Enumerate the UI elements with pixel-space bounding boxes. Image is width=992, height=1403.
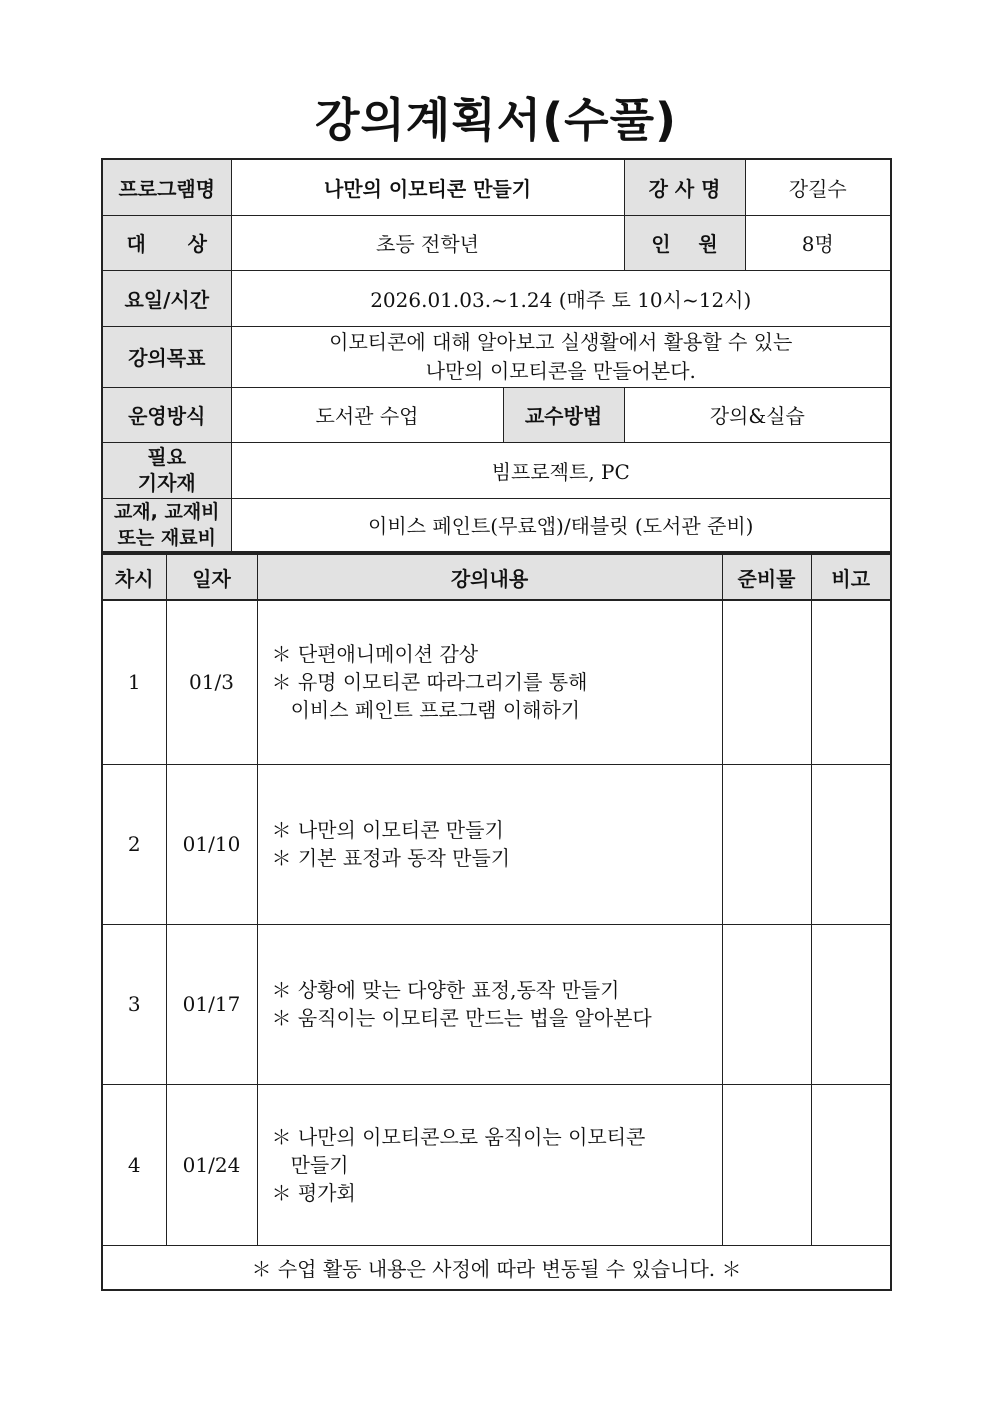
target-label: 대 상 — [102, 215, 231, 270]
content-line: 만들기 — [271, 1152, 349, 1177]
table-row — [102, 600, 891, 764]
table-row — [102, 764, 891, 924]
col-prep: 준비물 — [722, 554, 811, 600]
session-no: 4 — [102, 1084, 166, 1245]
schedule-value: 2026.01.03.~1.24 (매주 토 10시~12시) — [231, 270, 891, 326]
count-value: 8명 — [745, 215, 891, 270]
session-note — [811, 600, 891, 764]
session-content — [257, 1084, 722, 1245]
session-date: 01/24 — [166, 1084, 257, 1245]
session-prep — [722, 924, 811, 1084]
operation-label: 운영방식 — [102, 387, 231, 442]
equipment-label-line: 필요 — [147, 445, 187, 469]
col-content: 강의내용 — [257, 554, 722, 600]
session-date: 01/10 — [166, 764, 257, 924]
session-prep — [722, 764, 811, 924]
content-line: 이비스 페인트 프로그램 이해하기 — [271, 698, 581, 723]
equipment-label — [102, 442, 231, 498]
material-label-line: 또는 재료비 — [117, 526, 216, 549]
instructor-value: 강길수 — [745, 159, 891, 215]
content-line: ＊ 나만의 이모티콘 만들기 — [271, 818, 504, 842]
program-label: 프로그램명 — [102, 159, 231, 215]
target-value: 초등 전학년 — [231, 215, 624, 270]
content-line: ＊ 평가회 — [271, 1180, 356, 1205]
program-value: 나만의 이모티콘 만들기 — [231, 159, 624, 215]
col-note: 비고 — [811, 554, 891, 600]
info-table — [101, 158, 892, 553]
content-line: ＊ 기본 표정과 동작 만들기 — [271, 846, 511, 870]
equipment-label-line: 기자재 — [137, 471, 196, 495]
teaching-label: 교수방법 — [503, 387, 624, 442]
session-content — [257, 924, 722, 1084]
count-label: 인 원 — [624, 215, 745, 270]
teaching-value: 강의&실습 — [624, 387, 891, 442]
content-line: ＊ 움직이는 이모티콘 만드는 법을 알아본다 — [271, 1006, 652, 1030]
session-note — [811, 924, 891, 1084]
session-prep — [722, 1084, 811, 1245]
goal-label: 강의목표 — [102, 326, 231, 387]
session-content — [257, 764, 722, 924]
equipment-value: 빔프로젝트, PC — [231, 442, 891, 498]
col-no: 차시 — [102, 554, 166, 600]
material-label — [102, 498, 231, 552]
session-note — [811, 764, 891, 924]
content-line: ＊ 나만의 이모티콘으로 움직이는 이모티콘 — [271, 1124, 646, 1149]
content-line: ＊ 유명 이모티콘 따라그리기를 통해 — [271, 670, 588, 695]
material-label-line: 교재, 교재비 — [113, 500, 220, 523]
instructor-label: 강 사 명 — [624, 159, 745, 215]
table-row — [102, 1084, 891, 1245]
session-date: 01/3 — [166, 600, 257, 764]
goal-value — [231, 326, 891, 387]
session-date: 01/17 — [166, 924, 257, 1084]
session-prep — [722, 600, 811, 764]
session-no: 3 — [102, 924, 166, 1084]
col-date: 일자 — [166, 554, 257, 600]
operation-value: 도서관 수업 — [231, 387, 503, 442]
footer-note: ＊ 수업 활동 내용은 사정에 따라 변동될 수 있습니다. ＊ — [102, 1245, 891, 1290]
session-no: 2 — [102, 764, 166, 924]
content-line: ＊ 상황에 맞는 다양한 표정,동작 만들기 — [271, 978, 620, 1002]
goal-line: 나만의 이모티콘을 만들어본다. — [425, 358, 696, 383]
content-line: ＊ 단편애니메이션 감상 — [271, 642, 479, 667]
page-title: 강의계획서(수풀) — [314, 93, 678, 147]
session-content — [257, 600, 722, 764]
schedule-label: 요일/시간 — [102, 270, 231, 326]
table-row — [102, 924, 891, 1084]
goal-line: 이모티콘에 대해 알아보고 실생활에서 활용할 수 있는 — [329, 329, 793, 354]
session-no: 1 — [102, 600, 166, 764]
material-value: 이비스 페인트(무료앱)/태블릿 (도서관 준비) — [231, 498, 891, 552]
session-note — [811, 1084, 891, 1245]
sessions-table — [101, 553, 892, 1291]
